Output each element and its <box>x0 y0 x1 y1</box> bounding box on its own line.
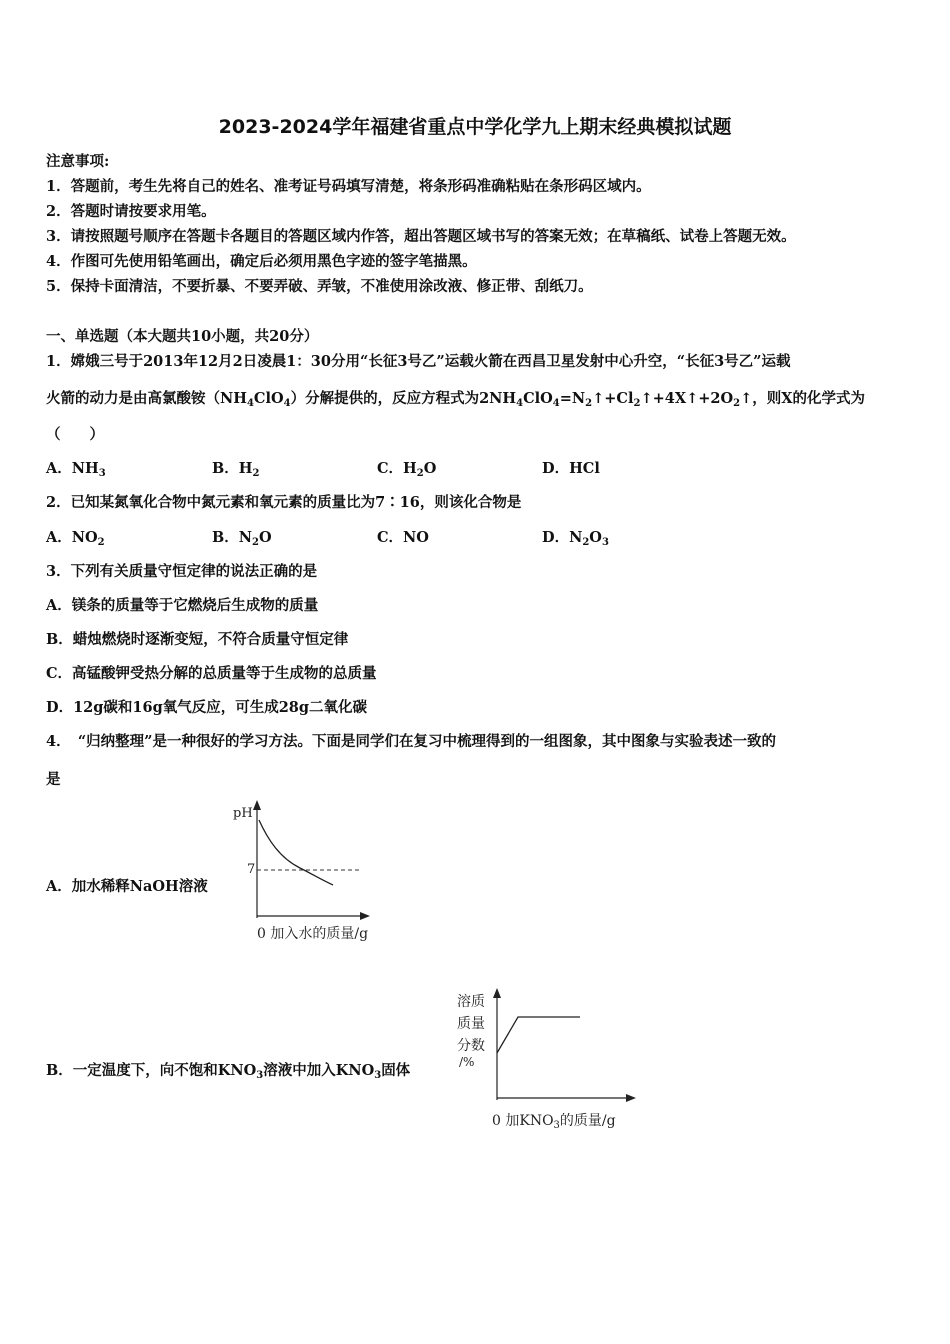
q1-option-a[interactable]: A．$NH_3$ <box>46 460 106 479</box>
notice-item-3: 3．请按照题号顺序在答题卡各题目的答题区域内作答，超出答题区域书写的答案无效；在草稿纸、试卷上答题无效。 <box>46 228 796 245</box>
q4-line1: 4． “归纳整理”是一种很好的学习方法。下面是同学们在复习中梳理得到的一组图象，其中图象与实验表述一致的 <box>46 733 777 750</box>
q2-option-d[interactable]: D．$N_2O_3$ <box>542 529 609 548</box>
graph-b-ylabel-4: /% <box>459 1055 475 1069</box>
notice-item-2: 2．答题时请按要求用笔。 <box>46 203 216 220</box>
page-title: 2023-2024学年福建省重点中学化学九上期末经典模拟试题 <box>218 116 732 138</box>
notice-item-1: 1．答题前，考生先将自己的姓名、准考证号码填写清楚，将条形码准确粘贴在条形码区域内。 <box>46 178 651 195</box>
q2-option-c[interactable]: C．NO <box>377 529 429 546</box>
q2-stem: 2．已知某氮氧化合物中氮元素和氧元素的质量比为7∶16，则该化合物是 <box>46 494 522 511</box>
q3-option-b[interactable]: B．蜡烛燃烧时逐渐变短，不符合质量守恒定律 <box>46 631 349 648</box>
q4-option-b[interactable]: B．一定温度下，向不饱和$KNO_3$溶液中加入$KNO_3$固体 <box>46 1062 411 1081</box>
graph-a-xlabel: 0 加入水的质量/g <box>257 926 369 942</box>
q1-bracket: （ ） <box>46 426 104 443</box>
q3-stem: 3．下列有关质量守恒定律的说法正确的是 <box>46 563 318 580</box>
graph-b-ylabel-3: 分数 <box>457 1038 485 1054</box>
q1-option-b[interactable]: B．$H_2$ <box>212 460 260 479</box>
q2-option-a[interactable]: A．$NO_2$ <box>46 529 105 548</box>
notice-item-4: 4．作图可先使用铅笔画出，确定后必须用黑色字迹的签字笔描黑。 <box>46 253 477 270</box>
graph-b-x-arrow <box>626 1094 636 1102</box>
q1-line2: 火箭的动力是由高氯酸铵$(NH_4ClO_4)$分解提供的，反应方程式为$2NH_4ClO_4=N_2↑+Cl_2↑+4X↑+2O_2↑$，则X的化学式为 <box>46 390 865 409</box>
q1-option-c[interactable]: C．$H_2O$ <box>377 460 437 479</box>
graph-a-ylabel: pH <box>233 806 253 821</box>
q2-option-b[interactable]: B．$N_2O$ <box>212 529 272 548</box>
q4-option-a[interactable]: A．加水稀释NaOH溶液 <box>46 878 208 895</box>
section-heading: 一、单选题（本大题共10小题，共20分） <box>46 328 319 345</box>
graph-b-xlabel: 0 加$KNO_3$的质量/g <box>492 1113 616 1131</box>
graph-b-ylabel-1: 溶质 <box>457 994 485 1010</box>
graph-a-mark-7: 7 <box>247 862 256 877</box>
notice-item-5: 5．保持卡面清洁，不要折暴、不要弄破、弄皱，不准使用涂改液、修正带、刮纸刀。 <box>46 278 593 295</box>
q3-option-d[interactable]: D．12g碳和16g氧气反应，可生成28g二氧化碳 <box>46 699 368 716</box>
q1-option-d[interactable]: D．HCl <box>542 460 600 477</box>
graph-b-ylabel-2: 质量 <box>457 1016 485 1032</box>
graph-b-y-arrow <box>493 988 501 998</box>
graph-b-line <box>497 1017 580 1053</box>
notice-heading: 注意事项: <box>46 153 110 170</box>
q3-option-c[interactable]: C．高锰酸钾受热分解的总质量等于生成物的总质量 <box>46 665 377 682</box>
q4-line2: 是 <box>46 771 61 788</box>
q3-option-a[interactable]: A．镁条的质量等于它燃烧后生成物的质量 <box>46 597 319 614</box>
q1-line1: 1．嫦娥三号于2013年12月2日凌晨1：30分用“长征3号乙”运载火箭在西昌卫星发射中心升空，“长征3号乙”运载 <box>46 353 791 370</box>
